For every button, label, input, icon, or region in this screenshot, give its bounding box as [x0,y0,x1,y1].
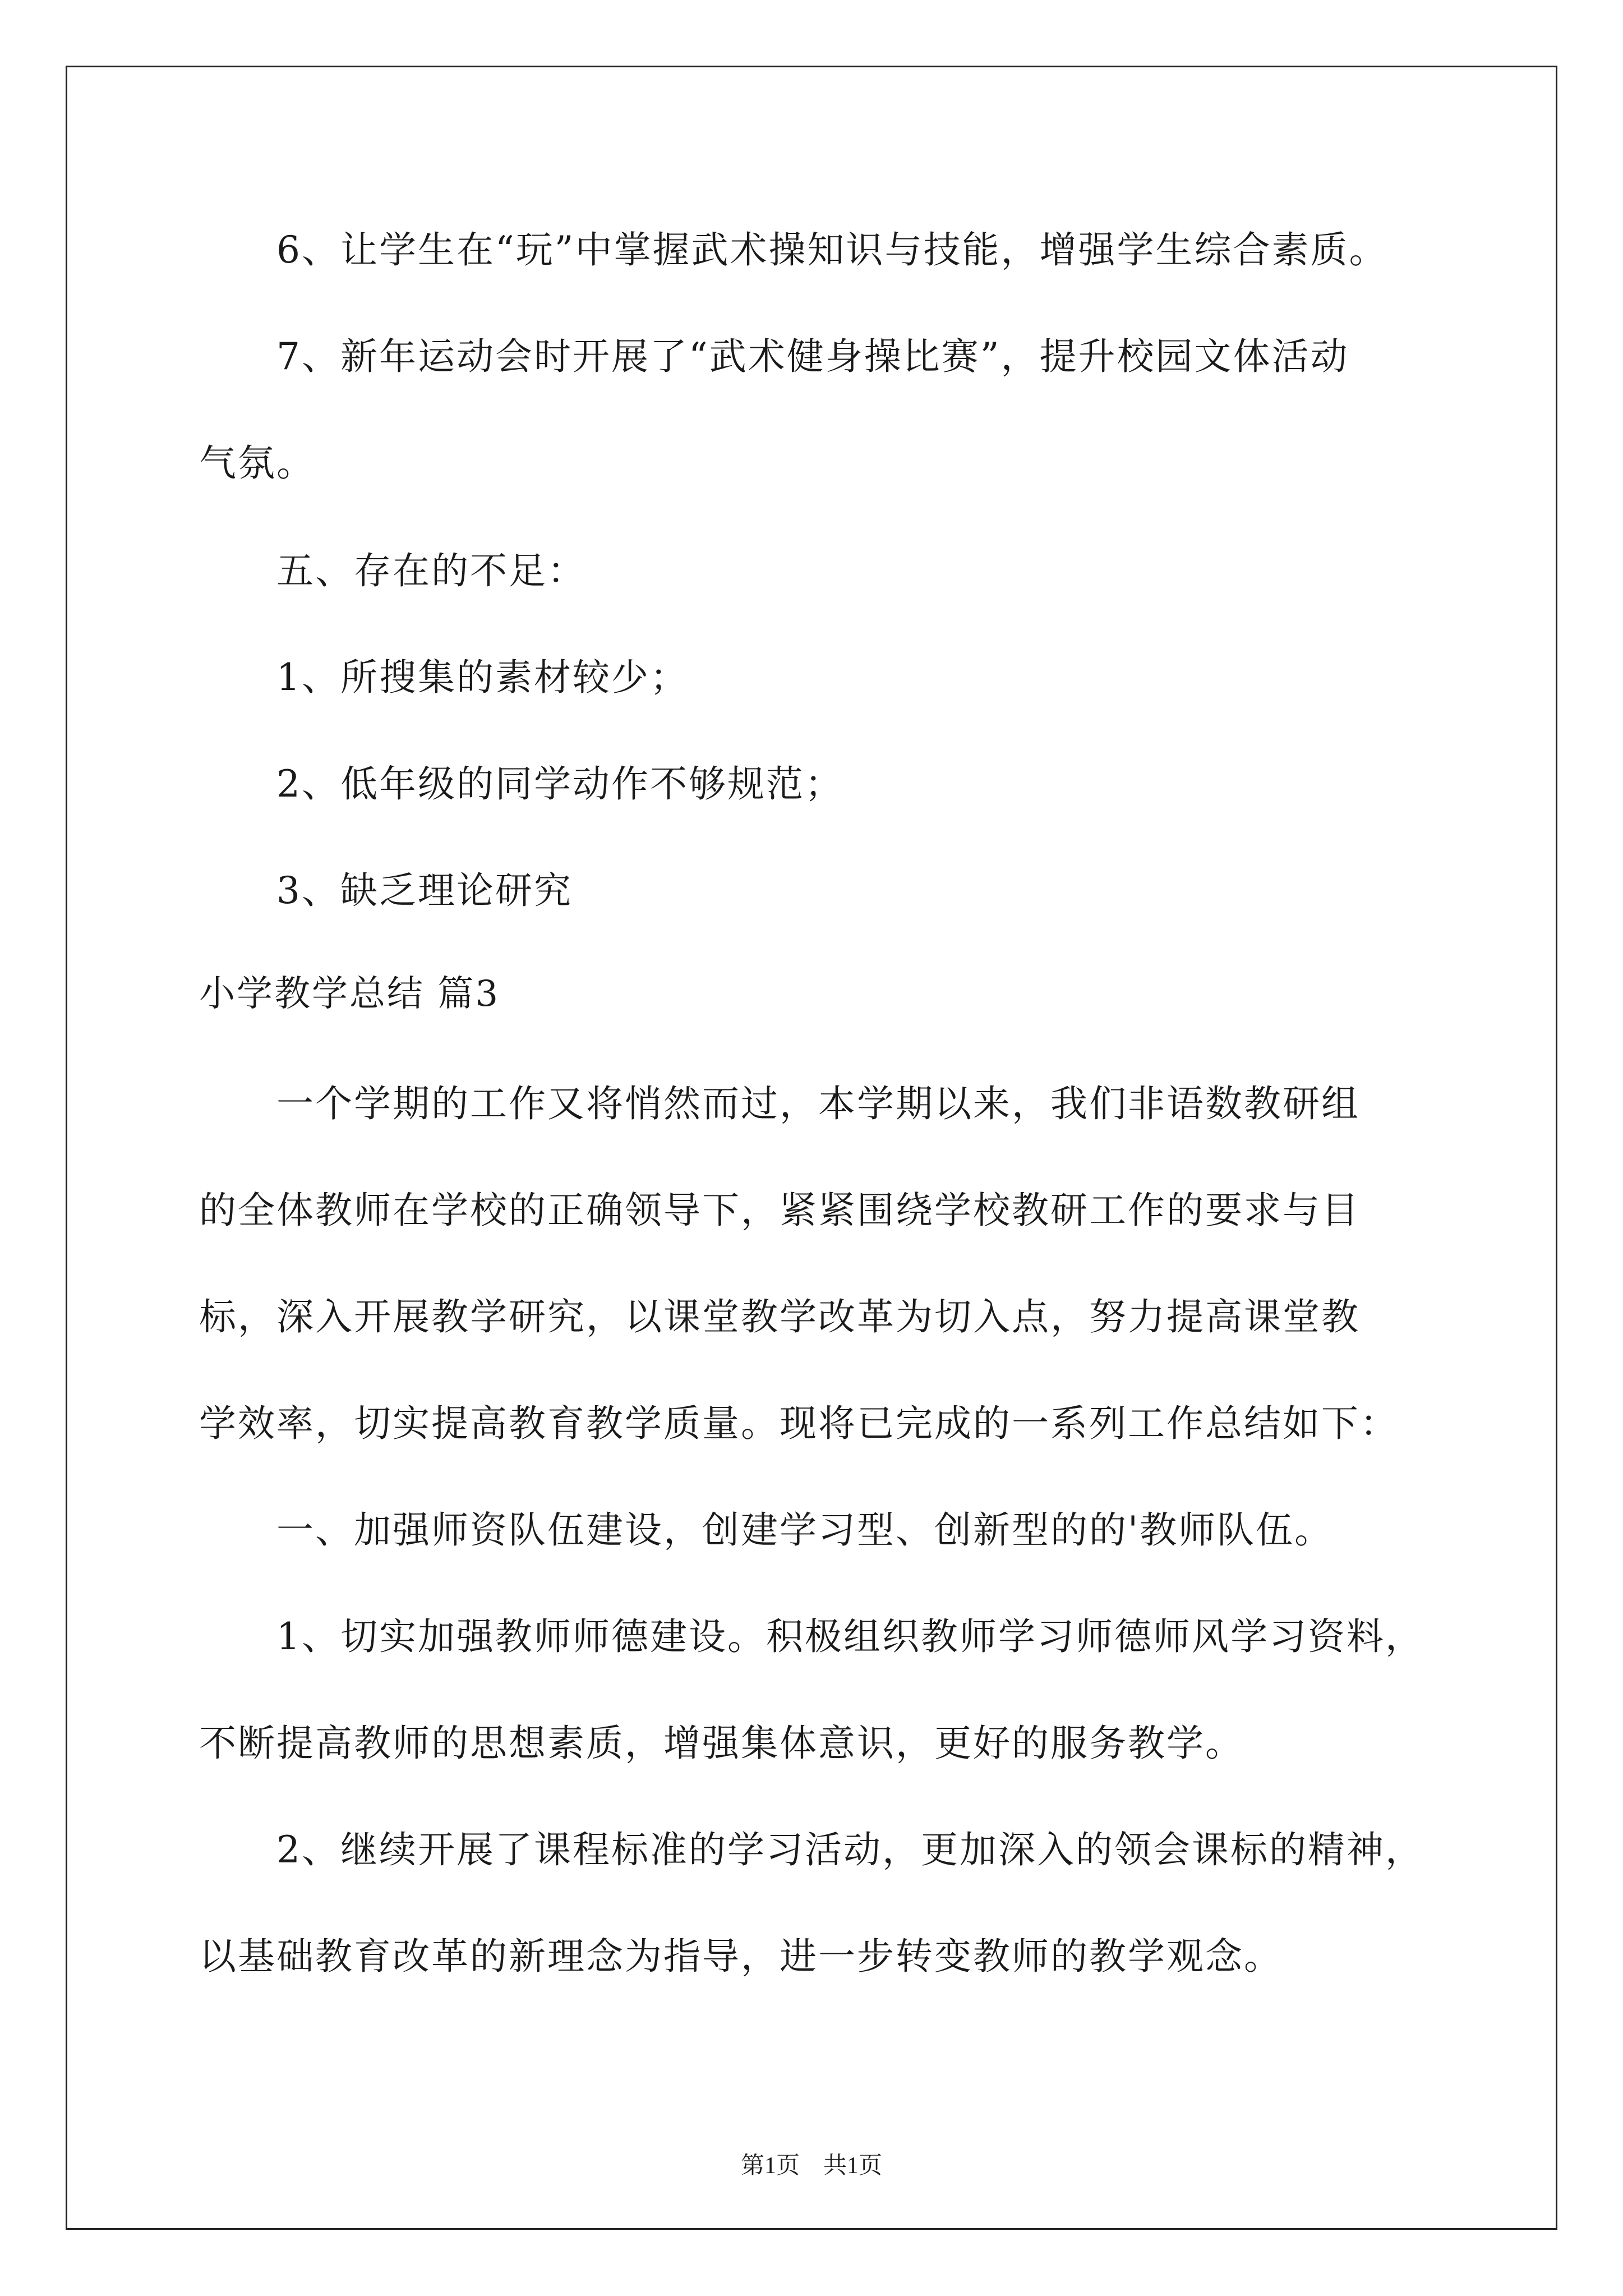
list-item: 1、所搜集的素材较少； [276,656,689,699]
paragraph-line: 一个学期的工作又将悄然而过，本学期以来，我们非语数教研组 [276,1082,1360,1125]
paragraph-line: 学效率，切实提高教育教学质量。现将已完成的一系列工作总结如下： [199,1402,1399,1445]
page-footer: 第1页 共1页 [740,2153,882,2179]
page-border [66,66,1557,2230]
paragraph-line: 不断提高教师的思想素质，增强集体意识，更好的服务教学。 [199,1722,1244,1765]
list-item: 2、低年级的同学动作不够规范； [276,762,843,806]
section-heading: 五、存在的不足： [276,549,586,592]
paragraph-line: 1、切实加强教师师德建设。积极组织教师学习师德师风学习资料， [276,1615,1424,1658]
section-heading: 一、加强师资队伍建设，创建学习型、创新型的的'教师队伍。 [276,1508,1334,1552]
article-title: 小学教学总结 篇3 [199,973,500,1015]
paragraph-line: 的全体教师在学校的正确领导下，紧紧围绕学校教研工作的要求与目 [199,1189,1360,1232]
list-item: 3、缺乏理论研究 [276,869,573,912]
paragraph-line: 以基础教育改革的新理念为指导，进一步转变教师的教学观念。 [199,1935,1283,1978]
paragraph-line: 7、新年运动会时开展了“武术健身操比赛”，提升校园文体活动 [276,335,1349,378]
paragraph-line: 标，深入开展教学研究，以课堂教学改革为切入点，努力提高课堂教 [199,1295,1360,1338]
paragraph-line: 气氛。 [199,441,315,485]
paragraph-line: 6、让学生在“玩”中掌握武术操知识与技能，增强学生综合素质。 [276,228,1388,272]
paragraph-line: 2、继续开展了课程标准的学习活动，更加深入的领会课标的精神， [276,1828,1424,1871]
